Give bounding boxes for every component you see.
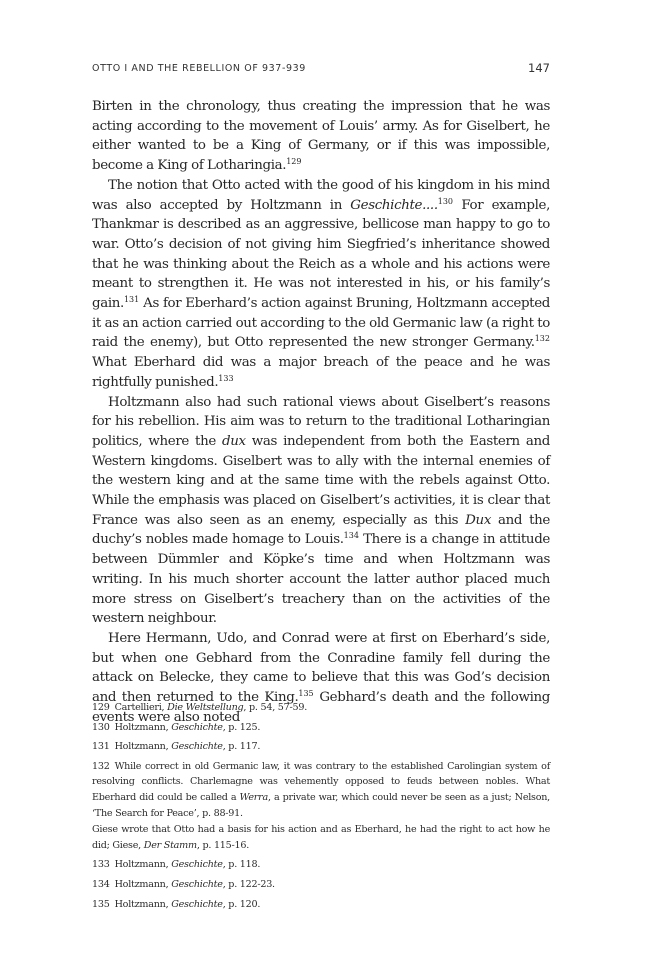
footnote-132 [92, 759, 550, 821]
text-run: The notion that Otto acted with the good of his kingdom in his mind was also accepted by Holtzmann in [92, 177, 550, 213]
footnote-131 [92, 739, 550, 755]
footnote-number: 135 [92, 898, 110, 910]
footnote-text: , p. 122-23. [222, 878, 275, 890]
footnote-132-continued [92, 822, 550, 853]
footnote-ref-129[interactable]: 129 [286, 157, 302, 167]
footnote-text: , p. 115-16. [196, 839, 250, 851]
footnote-text: , p. 54, 57-59. [243, 702, 308, 713]
text-run: Holtzmann also had such rational views about Giselbert’s reasons for his rebellion. His aim was to return to the traditional Lotharingian politics, where the [92, 394, 550, 449]
footnote-italic: Geschichte [171, 859, 223, 871]
italic-term: dux [221, 433, 246, 449]
footnote-text: , p. 125. [222, 721, 261, 733]
footnote-135 [92, 897, 550, 913]
footnote-ref-134[interactable]: 134 [343, 531, 359, 541]
paragraph-1 [92, 97, 550, 176]
running-title: OTTO I AND THE REBELLION OF 937-939 [92, 63, 306, 74]
footnote-text: Cartellieri, [114, 702, 168, 713]
footnote-134 [92, 877, 550, 893]
footnote-text: , p. 117. [222, 741, 261, 753]
text-run: There is a change in attitude between Dümmler and Köpke’s time and when Holtzmann was writing. In his much shorter account the latter author placed much more stress on Giselbert’s treachery than on the activities of the western neighbour. [92, 532, 550, 627]
footnote-text: Holtzmann, [114, 878, 172, 890]
footnote-130 [92, 720, 550, 736]
footnote-ref-135[interactable]: 135 [298, 689, 314, 699]
footnote-number: 131 [92, 741, 110, 753]
footnote-ref-131[interactable]: 131 [123, 295, 140, 305]
footnote-number: 134 [92, 878, 110, 890]
footnote-text: Holtzmann, [114, 898, 172, 910]
footnote-text: Holtzmann, [114, 741, 172, 753]
footnote-text: Holtzmann, [114, 721, 172, 733]
footnote-number: 129 [92, 702, 110, 713]
footnote-text: Giese wrote that Otto had a basis for his action and as Eberhard, he had the right to act how he did; Giese, [92, 824, 550, 851]
footnote-number: 130 [92, 721, 110, 733]
footnote-133 [92, 857, 550, 873]
footnote-ref-130[interactable]: 130 [437, 196, 454, 206]
paragraph-3 [92, 393, 550, 629]
text-run: For example, Thankmar is described as an aggressive, bellicose man happy to go to war. Otto’s decision of not giving him Siegfried’s inheritance showed that he was thinking about the Reich as a whole and his actions were meant to strengthen it. He was not interested in his, or his family’s gain. [92, 197, 550, 312]
footnote-italic: Geschichte [171, 898, 223, 910]
footnote-text: , a private war, which could never be seen as a just; Nelson, ‘The Search for Peace’, p. 88-91. [92, 791, 550, 819]
page-number: 147 [528, 61, 550, 75]
footnote-129 [92, 700, 550, 716]
footnote-italic: Geschichte [171, 721, 223, 733]
footnote-number: 133 [92, 859, 110, 871]
text-run: Here Hermann, Udo, and Conrad were at first on Eberhard’s side, but when one Gebhard from the Conradine family fell during the attack on Belecke, they came to believe that this was God’s decision and then returned to the King. [92, 630, 550, 706]
main-text [92, 97, 550, 728]
footnote-italic: Geschichte [171, 878, 223, 890]
footnote-italic: Der Stamm [143, 839, 197, 851]
text-run: was independent from both the Eastern and Western kingdoms. Giselbert was to ally with the internal enemies of the western king and at the same time with the rebels against Otto. While the emphasis was placed on Giselbert’s activities, it is clear that France was also seen as an enemy, especially as this [92, 433, 550, 528]
footnote-italic: Geschichte [171, 741, 223, 753]
paragraph-2 [92, 176, 550, 393]
italic-title: Geschichte.... [350, 197, 438, 213]
footnote-text: Holtzmann, [114, 859, 172, 871]
italic-term: Dux [465, 512, 492, 528]
footnote-text: , p. 118. [222, 859, 261, 871]
footnote-italic: Die Weltstellung [167, 702, 244, 713]
text-run: and the duchy’s nobles made homage to Louis. [92, 512, 550, 548]
text-run: Birten in the chronology, thus creating the impression that he was acting according to the movement of Louis’ army. As for Giselbert, he either wanted to be a King of Germany, or if this was impossible, become a King of Lotharingia. [92, 99, 550, 174]
footnote-ref-133[interactable]: 133 [218, 373, 234, 383]
text-run: As for Eberhard’s action against Bruning, Holtzmann accepted it as an action carried out according to the old Germanic law (a right to raid the enemy), but Otto represented the new stronger Germany. [92, 296, 550, 351]
footnote-text: While correct in old Germanic law, it was contrary to the established Carolingian system of resolving conflicts. Charlemagne was vehemently opposed to feuds between nobles. What Eberhard did could be called a [92, 760, 550, 803]
footnotes [92, 700, 550, 916]
footnote-italic: Werra [239, 791, 268, 803]
footnote-number: 132 [92, 760, 110, 772]
footnote-ref-132[interactable]: 132 [534, 334, 550, 344]
text-run: Gebhard’s death and the following events were also noted [92, 690, 551, 725]
running-header [92, 62, 550, 78]
footnote-text: , p. 120. [222, 898, 261, 910]
text-run: What Eberhard did was a major breach of the peace and he was rightfully punished. [92, 355, 550, 390]
